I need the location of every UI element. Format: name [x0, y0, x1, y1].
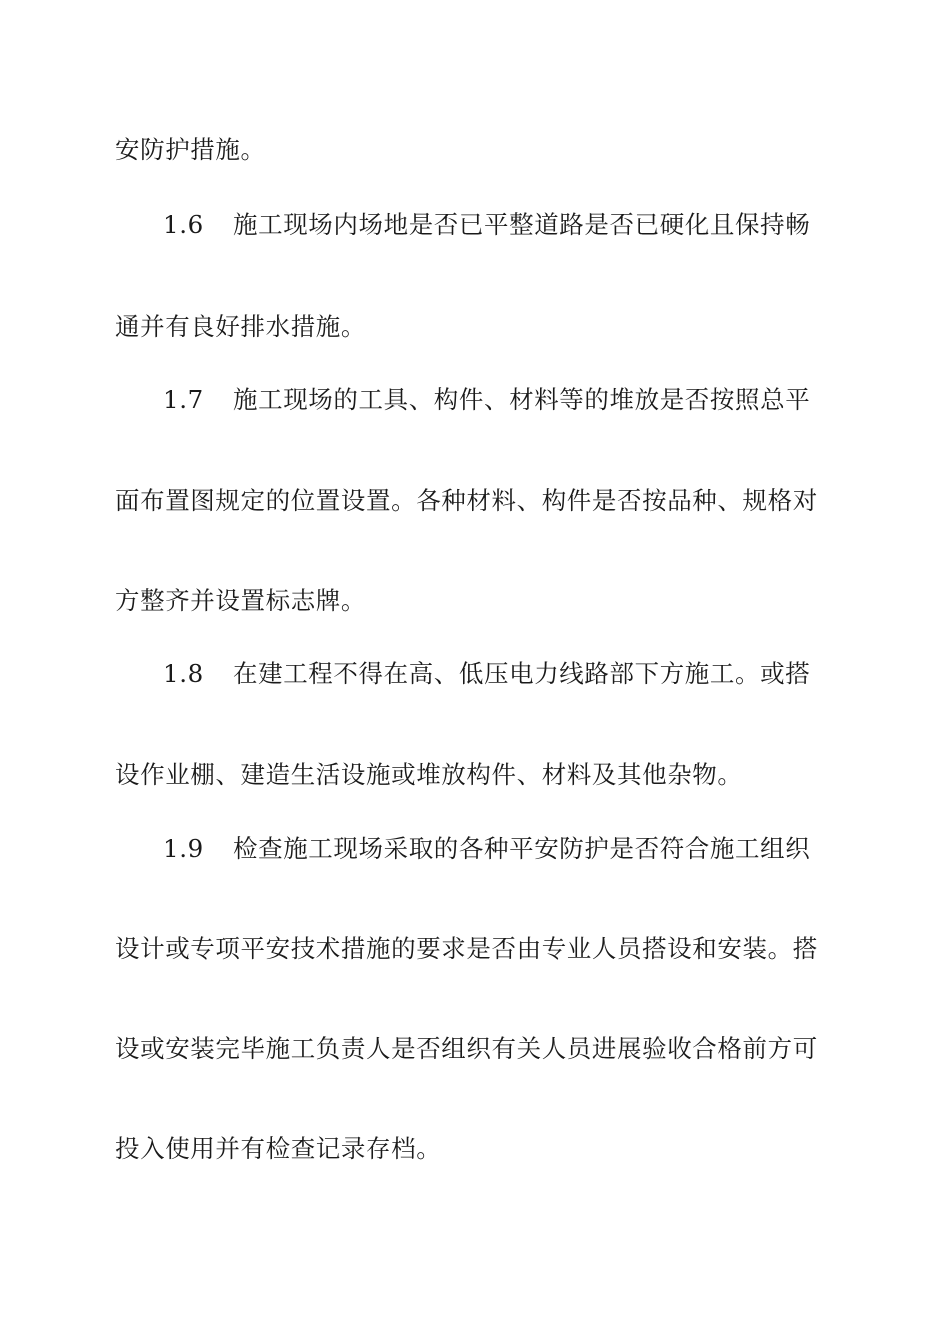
paragraph-line [115, 1033, 837, 1065]
line-text: 通并有良好排水措施。 [115, 312, 366, 341]
clause-number: 1.8 [163, 659, 204, 688]
paragraph-line [115, 759, 837, 791]
clause-number: 1.6 [163, 210, 204, 239]
paragraph-1-6 [163, 209, 885, 241]
line-text: 设或安装完毕施工负责人是否组织有关人员进展验收合格前方可 [115, 1034, 818, 1063]
line-text: 方整齐并设置标志牌。 [115, 586, 366, 615]
paragraph-line [115, 311, 837, 343]
clause-number: 1.7 [163, 385, 204, 414]
paragraph-1-7 [163, 384, 885, 416]
paragraph-1-9 [163, 833, 885, 865]
line-text: 设作业棚、建造生活设施或堆放构件、材料及其他杂物。 [115, 760, 743, 789]
paragraph-line [115, 485, 837, 517]
line-text: 投入使用并有检查记录存档。 [115, 1134, 442, 1163]
line-text: 检查施工现场采取的各种平安防护是否符合施工组织 [233, 834, 811, 863]
line-text: 施工现场的工具、构件、材料等的堆放是否按照总平 [233, 385, 811, 414]
paragraph-line [115, 585, 837, 617]
clause-number: 1.9 [163, 834, 204, 863]
paragraph-1-8 [163, 658, 885, 690]
line-text: 设计或专项平安技术措施的要求是否由专业人员搭设和安装。搭 [115, 934, 818, 963]
line-text: 面布置图规定的位置设置。各种材料、构件是否按品种、规格对 [115, 486, 818, 515]
paragraph-line [115, 933, 837, 965]
paragraph-line [115, 1133, 837, 1165]
line-text: 安防护措施。 [115, 135, 266, 164]
line-text: 在建工程不得在高、低压电力线路部下方施工。或搭 [233, 659, 811, 688]
line-text: 施工现场内场地是否已平整道路是否已硬化且保持畅 [233, 210, 811, 239]
paragraph-continuation [115, 134, 837, 166]
